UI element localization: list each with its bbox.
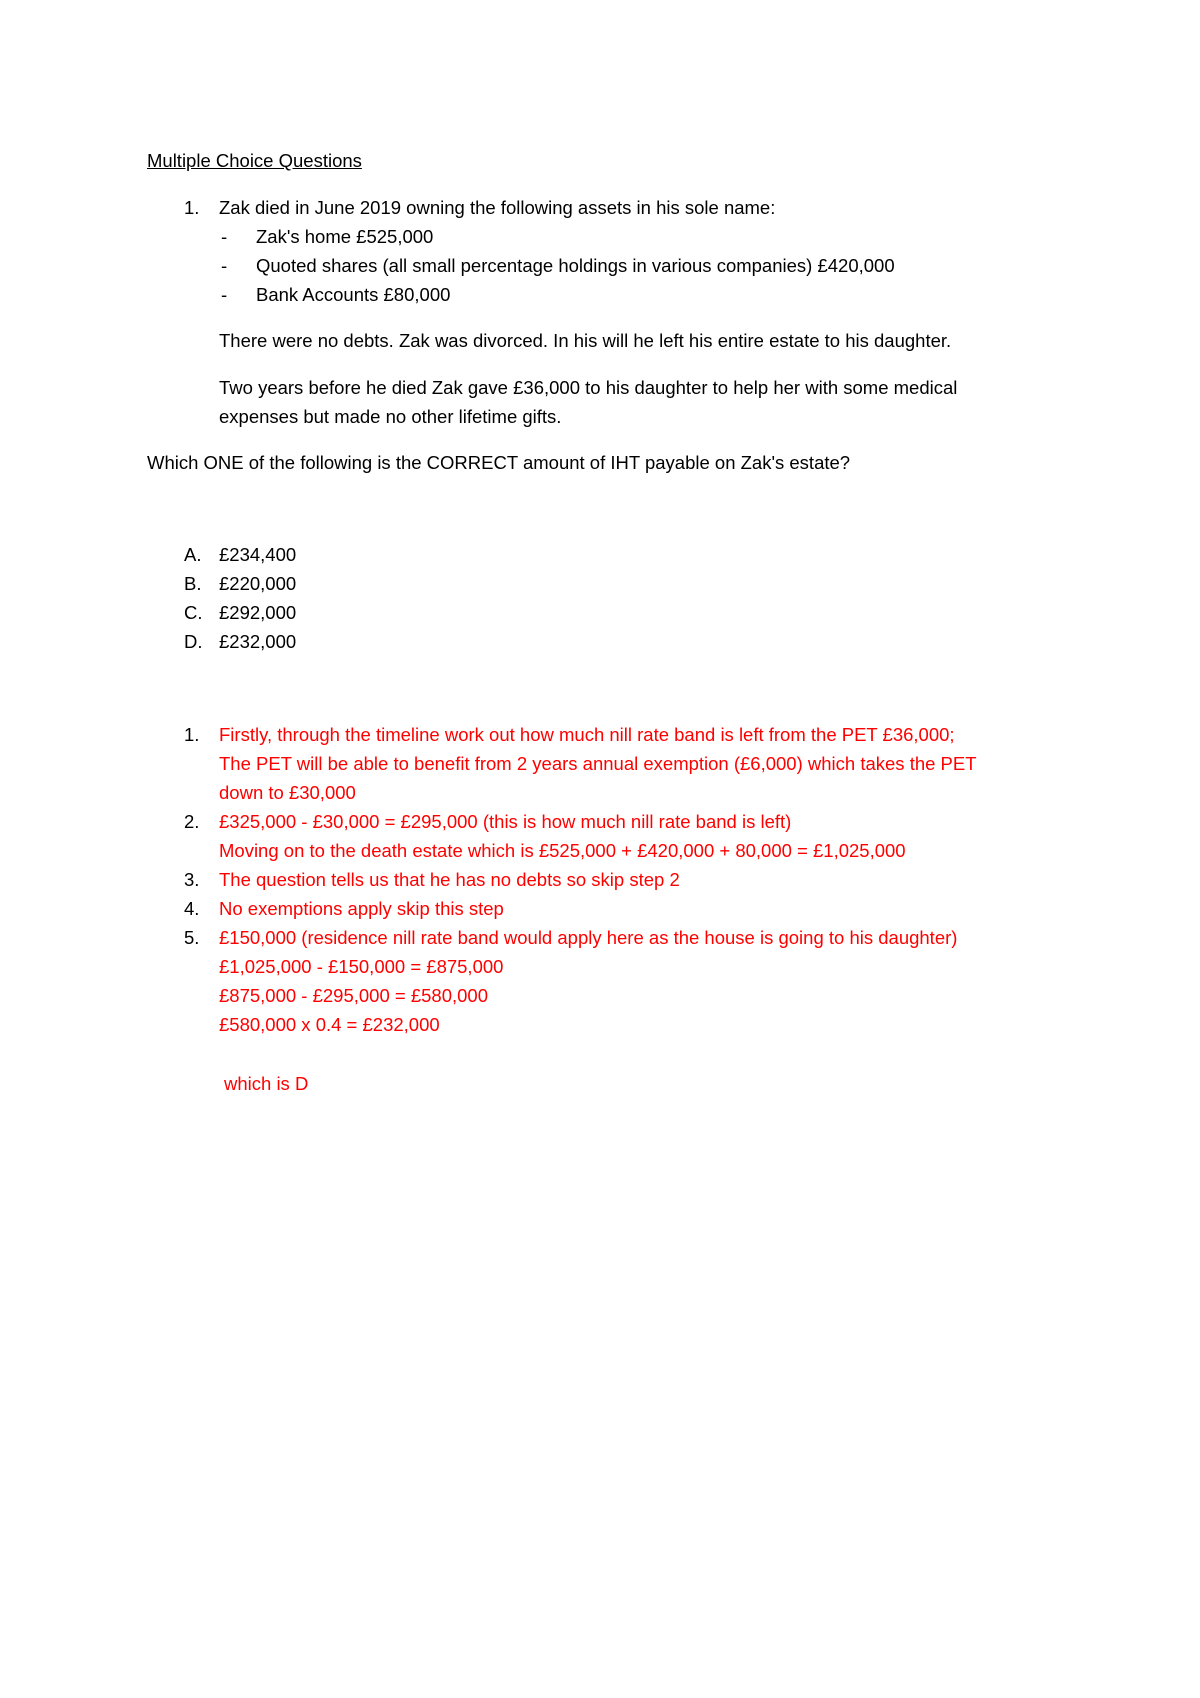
question-paragraph: There were no debts. Zak was divorced. In his will he left his entire estate to his daughter. — [219, 330, 952, 351]
answer-step-number: 5. — [184, 927, 200, 948]
question-number: 1. — [184, 197, 200, 218]
asset-item-shares: Quoted shares (all small percentage holdings in various companies) £420,000 — [256, 255, 895, 276]
answer-step-line: The question tells us that he has no debts so skip step 2 — [219, 869, 680, 890]
answer-conclusion: which is D — [224, 1073, 309, 1094]
answer-step-line: The PET will be able to benefit from 2 years annual exemption (£6,000) which takes the PET — [219, 753, 977, 774]
option-label: A. — [184, 544, 202, 565]
asset-bullet: - — [221, 226, 228, 247]
answer-step-line: £325,000 - £30,000 = £295,000 (this is how much nill rate band is left) — [219, 811, 792, 832]
answer-step-number: 4. — [184, 898, 200, 919]
option-b: £220,000 — [219, 573, 297, 594]
option-a: £234,400 — [219, 544, 297, 565]
page-heading: Multiple Choice Questions — [147, 150, 362, 171]
asset-item-bank: Bank Accounts £80,000 — [256, 284, 451, 305]
option-label: B. — [184, 573, 202, 594]
asset-item-home: Zak's home £525,000 — [256, 226, 434, 247]
answer-step-line: £875,000 - £295,000 = £580,000 — [219, 985, 489, 1006]
option-c: £292,000 — [219, 602, 297, 623]
answer-step-line: down to £30,000 — [219, 782, 356, 803]
option-d: £232,000 — [219, 631, 297, 652]
answer-step-line: Firstly, through the timeline work out how much nill rate band is left from the PET £36,000; — [219, 724, 955, 745]
answer-step-number: 3. — [184, 869, 200, 890]
answer-step-line: £150,000 (residence nill rate band would apply here as the house is going to his daughter) — [219, 927, 958, 948]
answer-step-number: 2. — [184, 811, 200, 832]
question-prompt: Which ONE of the following is the CORRECT amount of IHT payable on Zak's estate? — [147, 452, 851, 473]
option-label: D. — [184, 631, 203, 652]
answer-step-line: £580,000 x 0.4 = £232,000 — [219, 1014, 440, 1035]
answer-step-line: Moving on to the death estate which is £525,000 + £420,000 + 80,000 = £1,025,000 — [219, 840, 906, 861]
question-paragraph: Two years before he died Zak gave £36,000 to his daughter to help her with some medical — [219, 377, 958, 398]
asset-bullet: - — [221, 255, 228, 276]
answer-step-number: 1. — [184, 724, 200, 745]
question-intro: Zak died in June 2019 owning the following assets in his sole name: — [219, 197, 776, 218]
answer-step-line: No exemptions apply skip this step — [219, 898, 504, 919]
question-paragraph: expenses but made no other lifetime gifts. — [219, 406, 562, 427]
asset-bullet: - — [221, 284, 228, 305]
option-label: C. — [184, 602, 203, 623]
answer-step-line: £1,025,000 - £150,000 = £875,000 — [219, 956, 504, 977]
